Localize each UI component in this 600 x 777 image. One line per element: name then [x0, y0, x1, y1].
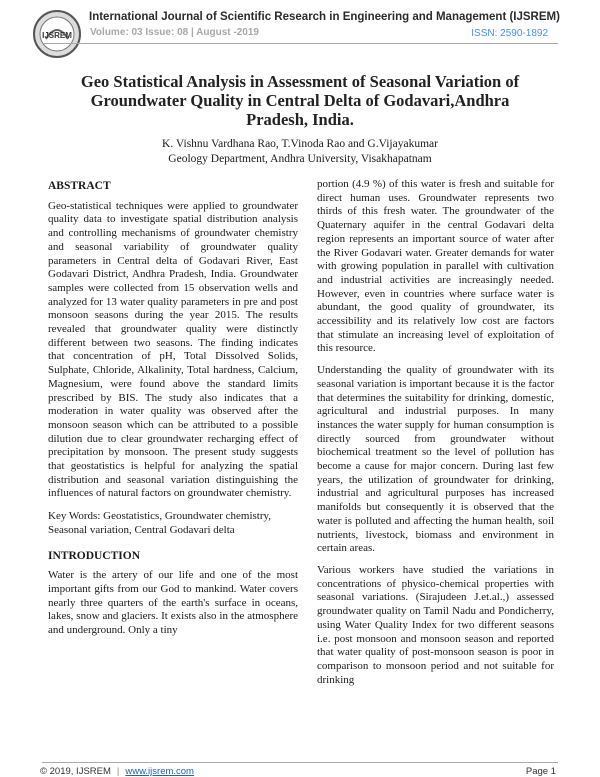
body-paragraph: portion (4.9 %) of this water is fresh and suitable for direct human uses. Groundwater represents two thirds of this fresh water. The groundwater of the Quaternary aquifer in the central Godavari delta region represents an important source of water after the River Godavari water. Greater demands for water with growing population in parallel with cultivation and industrial activities are increasingly needed. However, even in countries where surface water is abundant, the good quality of groundwater, its accessibility and its relatively low cost are factors that stimulate an increasing level of exploitation of this resource.	[317, 178, 554, 355]
introduction-text: Water is the artery of our life and one of the most important gifts from our God to mankind. Water covers nearly three quarters of the earth's surface in oceans, lakes, snow and glaciers. It exists also in the atmosphere and underground. Only a tiny	[48, 569, 298, 637]
footer-divider	[42, 762, 558, 763]
author-block	[40, 137, 560, 167]
right-column	[317, 178, 554, 687]
body-paragraph: Understanding the quality of groundwater with its seasonal variation is important because it is the factor that determines the suitability for drinking, domestic, agricultural and industrial purposes. In many instances the water supply for human consumption is directly sourced from groundwater without biochemical treatment so the level of pollution has become a cause for major concern. During last few years, the utilization of groundwater for drinking, industrial and agricultural purposes has increased manifolds but consequently it is observed that the water is polluted and affecting the human health, soil nutrients, livestock, biomass and environment in certain areas.	[317, 364, 554, 555]
journal-header	[0, 0, 600, 60]
left-column	[48, 178, 298, 638]
author-affiliation: Geology Department, Andhra University, Visakhapatnam	[168, 153, 432, 165]
journal-issn: ISSN: 2590-1892	[471, 28, 548, 39]
footer-website-link[interactable]: www.ijsrem.com	[125, 766, 194, 777]
paper-title: Geo Statistical Analysis in Assessment of Seasonal Variation of Groundwater Quality in Central Delta of Godavari,Andhra Pradesh, India.	[80, 72, 520, 129]
journal-volume: Volume: 03 Issue: 08 | August -2019	[90, 27, 259, 38]
journal-title: International Journal of Scientific Research in Engineering and Management (IJSREM)	[89, 11, 560, 23]
abstract-heading: ABSTRACT	[48, 180, 111, 192]
logo-text: IJSREM	[42, 31, 72, 40]
body-paragraph: Various workers have studied the variations in concentrations of physico-chemical properties with seasonal variations. (Sirajudeen J.et.al.,) assessed groundwater quality on Tamil Nadu and Pondicherry, using Water Quality Index for two different seasons i.e. post monsoon and monsoon season and reported that water quality of post-monsoon season is poor in comparison to monsoon period and not suitable for drinking	[317, 563, 554, 686]
header-divider	[42, 43, 558, 44]
author-names: K. Vishnu Vardhana Rao, T.Vinoda Rao and G.Vijayakumar	[162, 138, 438, 150]
footer-copyright: © 2019, IJSREM	[40, 766, 111, 777]
page-number: Page 1	[525, 766, 556, 777]
keywords: Key Words: Geostatistics, Groundwater chemistry, Seasonal variation, Central Godavari delta	[48, 510, 272, 536]
abstract-text: Geo-statistical techniques were applied to groundwater quality data to investigate spatial distribution analysis and controlling mechanisms of groundwater chemistry and seasonal variability of groundwater quality parameters in Central delta of Godavari River, East Godavari District, Andhra Pradesh, India. Groundwater samples were collected from 15 observation wells and analyzed for 13 water quality parameters in pre and post monsoon seasons during the year 2015. The results revealed that groundwater quality were distinctly different between two seasons. The finding indicates that concentration of pH, Total Dissolved Solids, Sulphate, Chloride, Alkalinity, Total hardness, Calcium, Magnesium, were found above the standard limits prescribed by BIS. The study also indicates that a moderation in water quality was observed after the monsoon season which can be attributed to a possible dilution due to clear groundwater recharging effect of precipitation by monsoon. The present study suggests that geostatistics is helpful for analyzing the spatial distribution and seasonal variation distinguishing the influences of natural factors on groundwater chemistry.	[48, 199, 298, 500]
introduction-heading: INTRODUCTION	[48, 549, 141, 562]
page-footer	[40, 766, 194, 777]
footer-separator: |	[116, 766, 120, 777]
ijsrem-logo	[32, 9, 82, 59]
